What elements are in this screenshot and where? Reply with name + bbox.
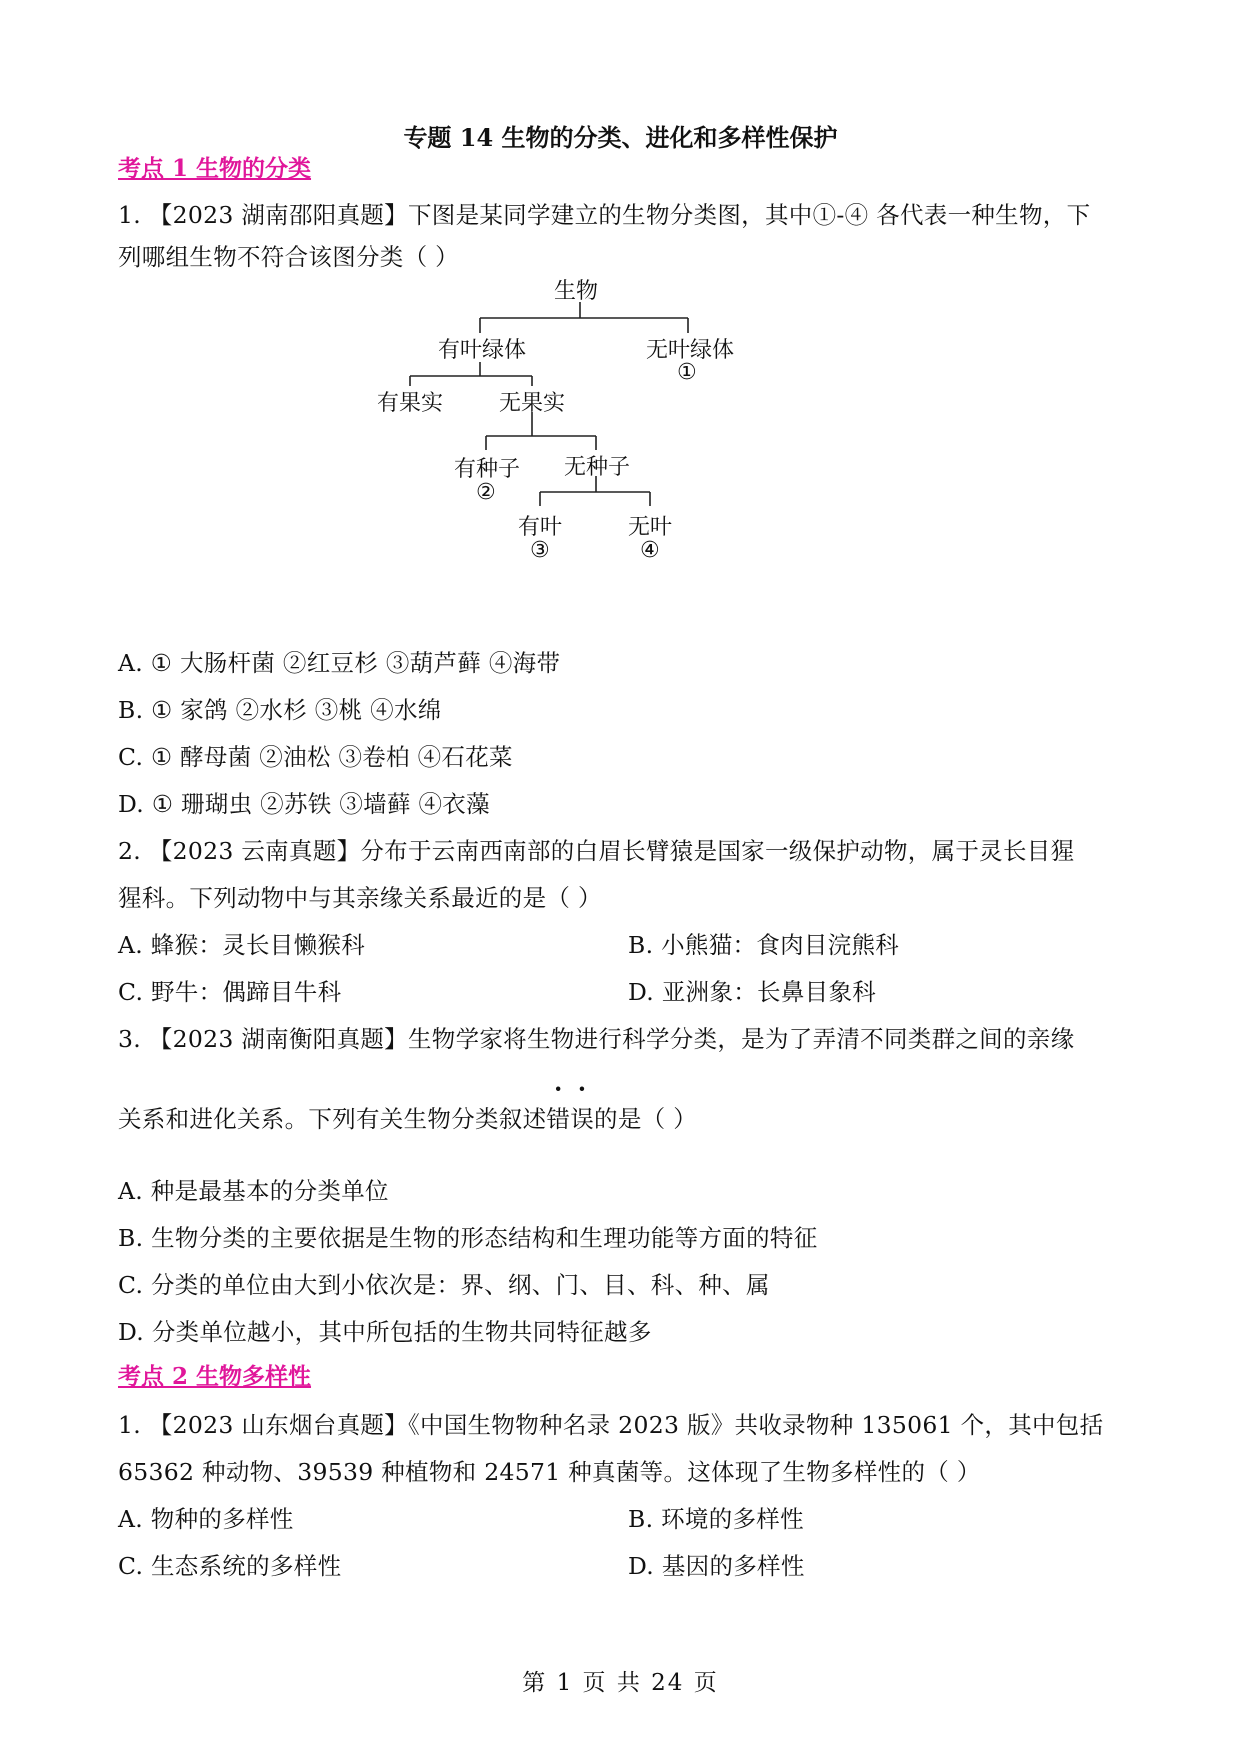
diagram-mark-3: ③ xyxy=(530,538,550,563)
q1-stem-line-2: 列哪组生物不符合该图分类（ ） xyxy=(118,243,459,271)
section-heading-1: 考点 1 生物的分类 xyxy=(118,155,312,182)
q1-option-c: C. ① 酵母菌 ②油松 ③卷柏 ④石花菜 xyxy=(118,743,513,771)
q1-stem-line-1: 1. 【2023 湖南邵阳真题】下图是某同学建立的生物分类图，其中①-④ 各代表一种生物，下 xyxy=(118,201,1091,229)
s2-q1-stem-line-2: 65362 种动物、39539 种植物和 24571 种真菌等。这体现了生物多样性的（ ） xyxy=(118,1458,981,1486)
section-heading-2: 考点 2 生物多样性 xyxy=(118,1363,312,1390)
page-footer: 第 1 页 共 24 页 xyxy=(522,1670,719,1696)
diagram-mark-1: ① xyxy=(677,360,697,385)
q3-option-b: B. 生物分类的主要依据是生物的形态结构和生理功能等方面的特征 xyxy=(118,1224,818,1252)
diagram-without-leaf-label: 无叶 xyxy=(628,515,673,540)
q3-stem-line-2 xyxy=(118,1100,697,1134)
s2-q1-option-c: C. 生态系统的多样性 xyxy=(118,1552,342,1580)
q1-option-b: B. ① 家鸽 ②水杉 ③桃 ④水绵 xyxy=(118,696,442,724)
q2-option-a: A. 蜂猴：灵长目懒猴科 xyxy=(118,931,366,959)
q1-option-a: A. ① 大肠杆菌 ②红豆杉 ③葫芦藓 ④海带 xyxy=(118,649,561,677)
diagram-without-seed-label: 无种子 xyxy=(564,455,631,480)
diagram-with-leaf-label: 有叶 xyxy=(518,515,563,540)
q1-option-d: D. ① 珊瑚虫 ②苏铁 ③墙藓 ④衣藻 xyxy=(118,790,490,818)
s2-q1-option-b: B. 环境的多样性 xyxy=(628,1505,804,1533)
q3-stem-line-1: 3. 【2023 湖南衡阳真题】生物学家将生物进行科学分类，是为了弄清不同类群之间的亲缘 xyxy=(118,1025,1075,1053)
q2-stem-line-2: 猩科。下列动物中与其亲缘关系最近的是（ ） xyxy=(118,884,602,912)
q3-emphasis-char-1: 错 xyxy=(546,1105,571,1133)
q3-option-d: D. 分类单位越小，其中所包括的生物共同特征越多 xyxy=(118,1318,652,1346)
q2-option-d: D. 亚洲象：长鼻目象科 xyxy=(628,978,877,1006)
s2-q1-option-a: A. 物种的多样性 xyxy=(118,1505,294,1533)
s2-q1-option-d: D. 基因的多样性 xyxy=(628,1552,805,1580)
page-title: 专题 14 生物的分类、进化和多样性保护 xyxy=(403,123,838,152)
diagram-with-fruit-label: 有果实 xyxy=(377,391,444,416)
diagram-without-chlorophyll-label: 无叶绿体 xyxy=(646,338,735,363)
diagram-with-seed-label: 有种子 xyxy=(454,457,521,482)
diagram-mark-2: ② xyxy=(476,480,496,505)
diagram-without-fruit-label: 无果实 xyxy=(499,391,566,416)
q3-emphasis-char-2: 误 xyxy=(570,1105,595,1133)
q2-option-c: C. 野牛：偶蹄目牛科 xyxy=(118,978,342,1006)
q3-option-c: C. 分类的单位由大到小依次是：界、纲、门、目、科、种、属 xyxy=(118,1271,770,1299)
diagram-root-label: 生物 xyxy=(554,279,599,304)
diagram-labels xyxy=(377,279,860,630)
q2-option-b: B. 小熊猫：食肉目浣熊科 xyxy=(628,931,900,959)
q3-stem-line-2-before: 关系和进化关系。下列有关生物分类叙述 xyxy=(118,1105,547,1133)
diagram-mark-4: ④ xyxy=(640,538,660,563)
s2-q1-stem-line-1: 1. 【2023 山东烟台真题】《中国生物物种名录 2023 版》共收录物种 135061 个，其中包括 xyxy=(118,1411,1104,1439)
q3-option-a: A. 种是最基本的分类单位 xyxy=(118,1177,389,1205)
q3-stem-line-2-after: 的是（ ） xyxy=(594,1105,698,1133)
q2-stem-line-1: 2. 【2023 云南真题】分布于云南西南部的白眉长臂猿是国家一级保护动物，属于灵长目猩 xyxy=(118,837,1075,865)
diagram-with-chlorophyll-label: 有叶绿体 xyxy=(438,338,527,363)
